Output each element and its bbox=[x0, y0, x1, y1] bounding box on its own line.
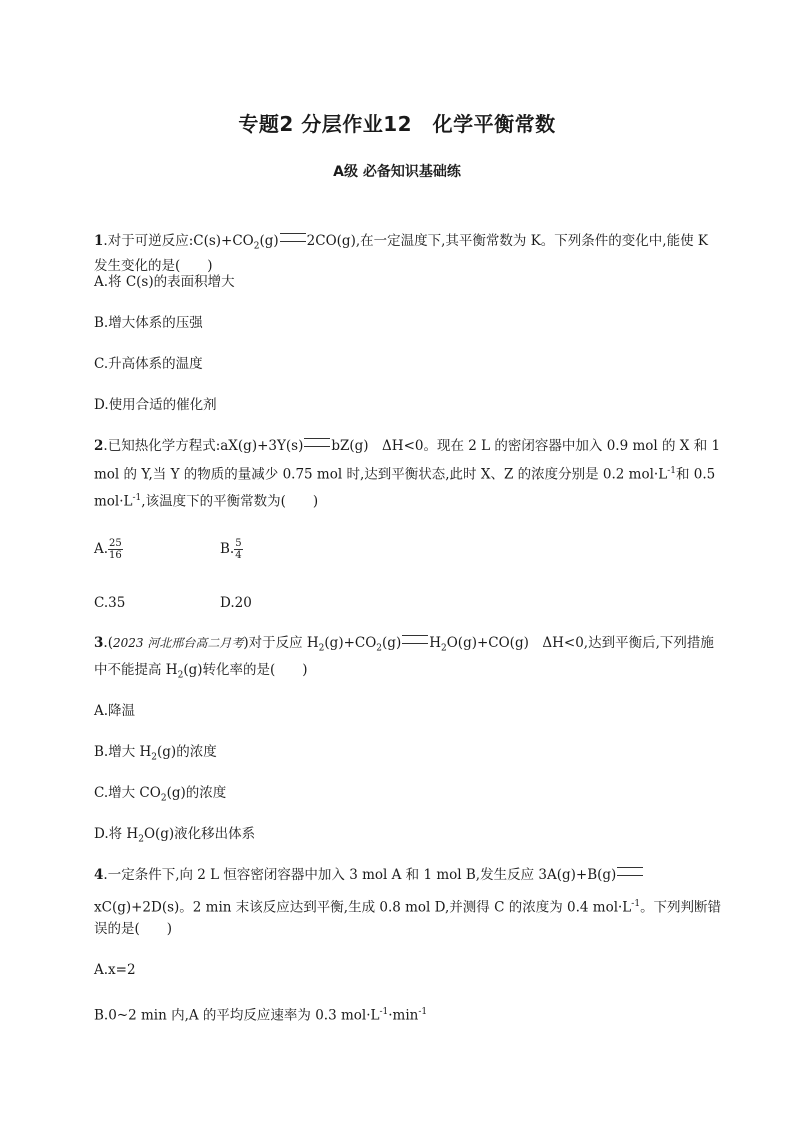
equilibrium-arrow-icon bbox=[304, 438, 330, 447]
q4-stem-line3: 误的是( ) bbox=[94, 921, 173, 937]
equilibrium-arrow-icon bbox=[280, 233, 306, 242]
q3-stem-line2: 中不能提高 $H_2(g)$转化率的是( ) bbox=[94, 662, 308, 681]
q2-option-a: A. $\frac{25}{16}$ bbox=[94, 538, 122, 561]
q1-option-c: C.升高体系的温度 bbox=[94, 356, 203, 372]
q1-stem-line1: 1.对于可逆反应$:C(s)+CO_2(g)$ 2CO(g),在一定温度下,其平衡常数为 K。下列条件的变化中,能使 K bbox=[94, 233, 708, 252]
q1-option-b: B.增大体系的压强 bbox=[94, 315, 203, 331]
q2-option-c: C.35 bbox=[94, 595, 126, 611]
fraction: $\frac{25}{16}$ bbox=[109, 538, 122, 561]
q3-option-d: D.将 $H_2O(g)$液化移出体系 bbox=[94, 826, 256, 845]
q3-option-c: C.增大 $CO_2(g)$的浓度 bbox=[94, 785, 227, 804]
fraction: $\frac{5}{4}$ bbox=[235, 538, 242, 561]
q1-number: 1 bbox=[94, 233, 104, 249]
equilibrium-arrow-icon bbox=[617, 867, 643, 876]
q4-option-a: A.x=2 bbox=[94, 962, 136, 978]
q2-option-d: D.20 bbox=[220, 595, 252, 611]
q1-option-a: A.将 C(s)的表面积增大 bbox=[94, 274, 235, 290]
q3-option-a: A.降温 bbox=[94, 703, 136, 719]
q4-number: 4 bbox=[94, 867, 104, 883]
q1-option-d: D.使用合适的催化剂 bbox=[94, 397, 217, 413]
q3-stem-line1: 3.(2023 河北邢台高二月考)对于反应 $H_2(g)+CO_2(g)$ $H_2O(g)+CO(g)$ ΔH<0,达到平衡后,下列措施 bbox=[94, 635, 714, 654]
q4-option-b: B.0~2 min 内,A 的平均反应速率为 0.3 $mol\cdot L^{-1}\cdot\min^{-1}$ bbox=[94, 1007, 428, 1024]
q2-number: 2 bbox=[94, 438, 104, 454]
q2-stem-line2: mol 的 Y,当 Y 的物质的量减少 0.75 mol 时,达到平衡状态,此时 X、Z 的浓度分别是 0.2 $mol\cdot L^{-1}$和 0.5 bbox=[94, 466, 716, 483]
q4-stem-line2: xC(g)+2D(s)。2 min 末该反应达到平衡,生成 0.8 mol D,并测得 C 的浓度为 0.4 $mol\cdot L^{-1}$。下列判断错 bbox=[94, 899, 722, 916]
q4-stem-line1: 4.一定条件下,向 2 L 恒容密闭容器中加入 3 mol A 和 1 mol B,发生反应 3A(g)+B(g) bbox=[94, 864, 644, 886]
section-heading: A级 必备知识基础练 bbox=[333, 164, 461, 180]
q3-number: 3 bbox=[94, 635, 104, 651]
q2-option-b: B. $\frac{5}{4}$ bbox=[220, 538, 242, 561]
page-title: 专题2 分层作业12 化学平衡常数 bbox=[238, 112, 556, 136]
equilibrium-arrow-icon bbox=[402, 635, 428, 644]
question-source: 2023 河北邢台高二月考 bbox=[112, 636, 244, 650]
q3-option-b: B.增大 $H_2(g)$的浓度 bbox=[94, 744, 217, 763]
q2-stem-line3: $mol\cdot L^{-1}$,该温度下的平衡常数为( ) bbox=[94, 493, 319, 510]
q1-stem-line2: 发生变化的是( ) bbox=[94, 258, 213, 274]
q2-stem-line1: 2.已知热化学方程式:aX(g)+3Y(s) bZ(g) ΔH<0。现在 2 L 的密闭容器中加入 0.9 mol 的 X 和 1 bbox=[94, 438, 721, 454]
